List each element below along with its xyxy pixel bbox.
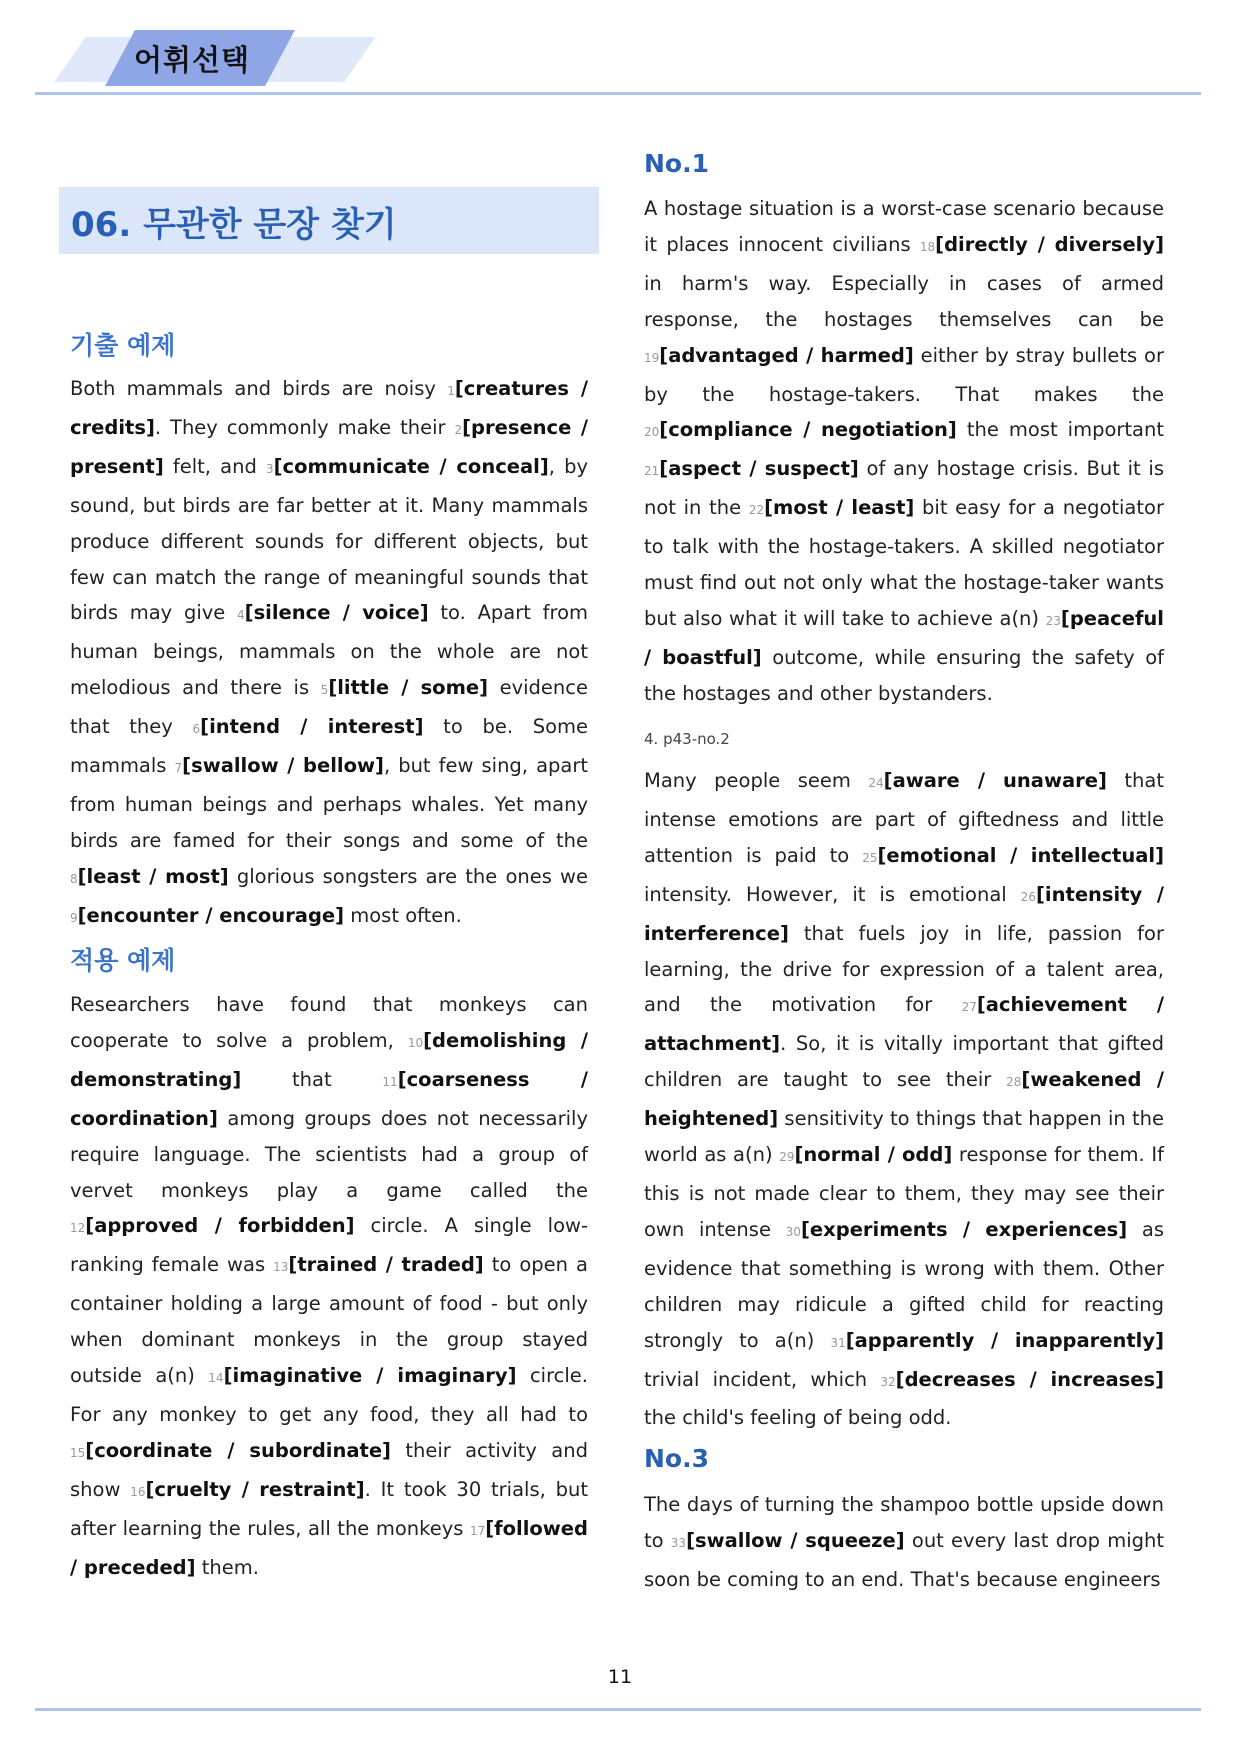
header-tab-title: 어휘선택: [134, 43, 251, 77]
example2-heading: 적용 예제: [70, 946, 176, 975]
example1-passage: Both mammals and birds are noisy 1[creatures / credits]. They commonly make their 2[presence / present] felt, and 3[communicate / conceal], by sound, but birds are far better at it. Many mammals produce different sounds for different objects, but few can match the range of meaningful sounds that birds may give 4[silence / voice] to. Apart from human beings, mammals on the whole are not melodious and there is 5[little / some] evidence that they 6[intend / interest] to be. Some mammals 7[swallow / bellow], but few sing, apart from human beings and perhaps whales. Yet many birds are famed for their songs and some of the 8[least / most] glorious songsters are the ones we 9[encounter / encourage] most often.: [70, 377, 589, 927]
no3-heading: No.3: [644, 1444, 709, 1473]
passage2-label: 4. p43-no.2: [644, 730, 730, 748]
no1-heading: No.1: [644, 149, 709, 178]
header-divider: [35, 92, 1201, 95]
passage2: Many people seem 24[aware / unaware] that intense emotions are part of giftedness and little attention is paid to 25[emotional / intellectual] intensity. However, it is emotional 26[intensity / interference] that fuels joy in life, passion for learning, the drive for expression of a talent area, and the motivation for 27[achievement / attachment]. So, it is vitally important that gifted children are taught to see their 28[weakened / heightened] sensitivity to things that happen in the world as a(n) 29[normal / odd] response for them. If this is not made clear to them, they may see their own intense 30[experiments / experiences] as evidence that something is wrong with them. Other children may ridicule a gifted child for reacting strongly to a(n) 31[apparently / inapparently] trivial incident, which 32[decreases / increases] the child's feeling of being odd.: [644, 769, 1165, 1430]
example2-passage: Researchers have found that monkeys can cooperate to solve a problem, 10[demolishing / demonstrating] that 11[coarseness / coordination] among groups does not necessarily require language. The scientists had a group of vervet monkeys play a game called the 12[approved / forbidden] circle. A single low-ranking female was 13[trained / traded] to open a container holding a large amount of food - but only when dominant monkeys in the group stayed outside a(n) 14[imaginative / imaginary] circle. For any monkey to get any food, they all had to 15[coordinate / subordinate] their activity and show 16[cruelty / restraint]. It took 30 trials, but after learning the rules, all the monkeys 17[followed / preceded] them.: [70, 993, 589, 1579]
footer-divider: [35, 1708, 1201, 1711]
example1-heading: 기출 예제: [70, 331, 176, 360]
no1-passage: A hostage situation is a worst-case scenario because it places innocent civilians 18[directly / diversely] in harm's way. Especially in cases of armed response, the hostages themselves can be 19[advantaged / harmed] either by stray bullets or by the hostage-takers. That makes the 20[compliance / negotiation] the most important 21[aspect / suspect] of any hostage crisis. But it is not in the 22[most / least] bit easy for a negotiator to talk with the hostage-takers. A skilled negotiator must find out not only what the hostage-taker wants but also what it will take to achieve a(n) 23[peaceful / boastful] outcome, while ensuring the safety of the hostages and other bystanders.: [644, 197, 1164, 705]
section-title: 06. 무관한 문장 찾기: [71, 205, 397, 245]
section-title-box: [59, 187, 599, 254]
no3-passage: The days of turning the shampoo bottle upside down to 33[swallow / squeeze] out every last drop might soon be coming to an end. That's because engineers: [644, 1493, 1165, 1591]
page-number: 11: [607, 1666, 633, 1688]
